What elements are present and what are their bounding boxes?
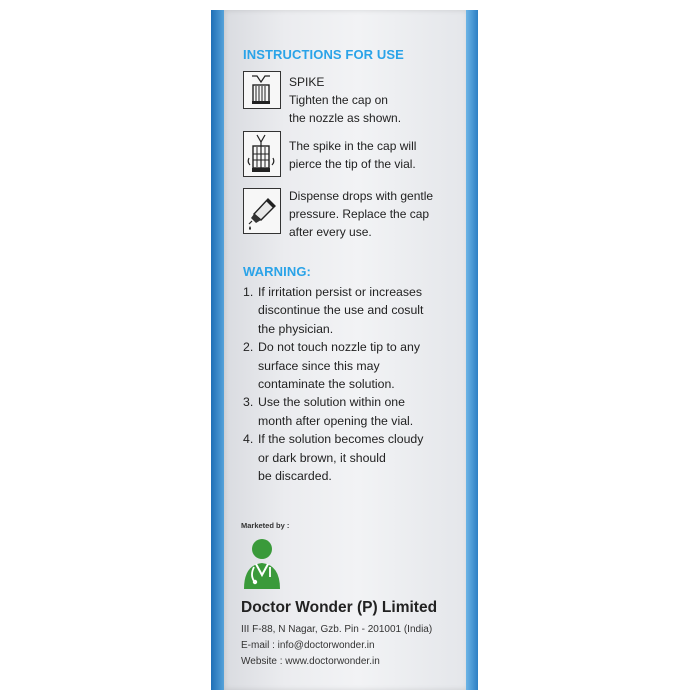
warning-number: 3. xyxy=(243,395,254,410)
marketed-by-label: Marketed by : xyxy=(241,521,290,530)
warning-heading: WARNING: xyxy=(243,264,311,279)
warning-text: If the solution becomes cloudy or dark brown, it should be discarded. xyxy=(258,432,424,484)
warning-item xyxy=(243,430,465,485)
step-3-text: Dispense drops with gentle pressure. Replace the cap after every use. xyxy=(289,189,434,239)
warning-item xyxy=(243,283,465,338)
company-name: Doctor Wonder (P) Limited xyxy=(241,599,438,616)
step-1-text: Tighten the cap on the nozzle as shown. xyxy=(289,93,402,125)
warning-item xyxy=(243,338,465,393)
warning-text: If irritation persist or increases discontinue the use and cosult the physician. xyxy=(258,285,424,336)
warning-list xyxy=(243,283,465,485)
step-1-label: SPIKE xyxy=(289,75,325,89)
company-website: Website : www.doctorwonder.in xyxy=(241,656,380,667)
spike-vial-icon xyxy=(243,131,281,177)
company-email: E-mail : info@doctorwonder.in xyxy=(241,640,375,651)
instructions-heading: INSTRUCTIONS FOR USE xyxy=(243,47,404,62)
warning-number: 4. xyxy=(243,432,254,447)
company-address: III F-88, N Nagar, Gzb. Pin - 201001 (India) xyxy=(241,624,433,635)
doctor-logo-icon xyxy=(240,535,284,591)
warning-number: 2. xyxy=(243,340,254,355)
box-edge-left xyxy=(211,10,225,690)
warning-item xyxy=(243,393,465,430)
warning-text: Do not touch nozzle tip to any surface since this may contaminate the solution. xyxy=(258,340,421,392)
dropper-icon xyxy=(243,188,281,234)
warning-text: Use the solution within one month after opening the vial. xyxy=(258,395,414,428)
warning-number: 1. xyxy=(243,285,254,299)
step-2-text: The spike in the cap will pierce the tip of the vial. xyxy=(289,139,417,171)
box-edge-right xyxy=(466,10,478,690)
cap-nozzle-icon xyxy=(243,71,281,109)
